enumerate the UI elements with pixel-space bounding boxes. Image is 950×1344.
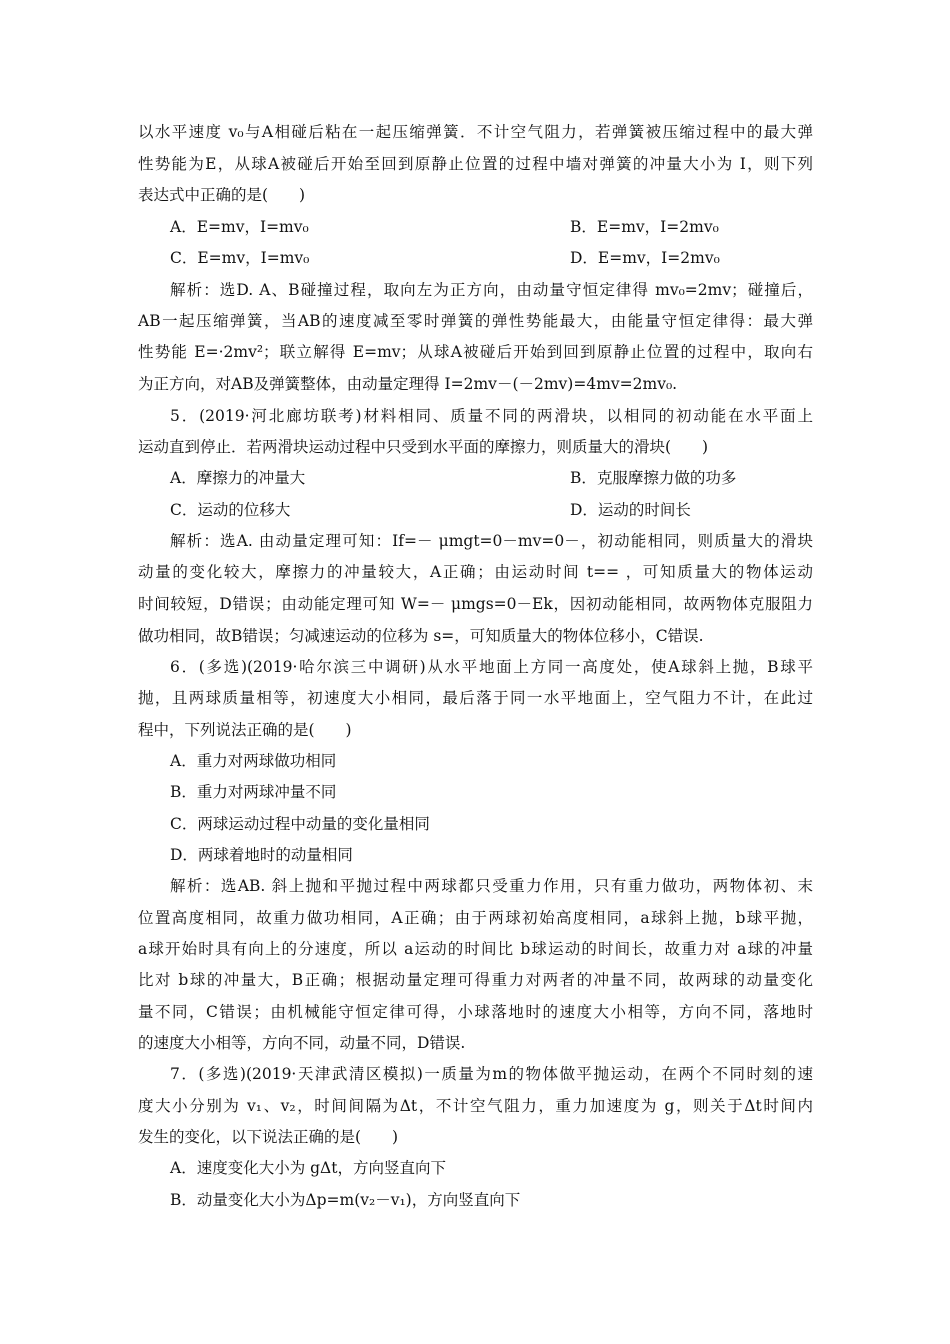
- q4-analysis-line-2: AB一起压缩弹簧，当AB的速度减至零时弹簧的弹性势能最大，由能量守恒定律得：最大弹: [138, 312, 813, 330]
- q5-analysis-line-2: 动量的变化较大，摩擦力的冲量较大，A正确；由运动时间 t== ，可知质量大的物体运动: [138, 563, 813, 581]
- q4-stem-line-1: 以水平速度 v₀与A相碰后粘在一起压缩弹簧．不计空气阻力，若弹簧被压缩过程中的最大弹: [138, 123, 813, 141]
- q5-analysis-line-4: 做功相同，故B错误；匀减速运动的位移为 s=，可知质量大的物体位移小，C错误.: [138, 627, 704, 645]
- q4-stem-line-3: 表达式中正确的是( ): [138, 186, 306, 204]
- q6-analysis-line-2: 位置高度相同，故重力做功相同，A正确；由于两球初始高度相同，a球斜上抛，b球平抛，: [138, 909, 813, 927]
- q6-option-d: D．两球着地时的动量相同: [170, 846, 353, 864]
- q6-analysis-line-4: 比对 b球的冲量大，B正确；根据动量定理可得重力对两者的冲量不同，故两球的动量变化: [138, 971, 813, 989]
- q4-analysis-line-4: 为正方向，对AB及弹簧整体，由动量定理得 I=2mv－(－2mv)=4mv=2mv₀.: [138, 375, 678, 393]
- q6-option-b: B．重力对两球冲量不同: [170, 783, 337, 801]
- q7-stem-line-1: 7．(多选)(2019·天津武清区模拟)一质量为m的物体做平抛运动，在两个不同时刻的速: [170, 1065, 813, 1083]
- q7-option-a: A．速度变化大小为 gΔt，方向竖直向下: [170, 1159, 446, 1177]
- q6-analysis-line-1: 解析：选AB. 斜上抛和平抛过程中两球都只受重力作用，只有重力做功，两物体初、末: [170, 877, 813, 895]
- q6-analysis-line-3: a球开始时具有向上的分速度，所以 a运动的时间比 b球运动的时间长，故重力对 a球的冲量: [138, 940, 813, 958]
- q4-stem-line-2: 性势能为E，从球A被碰后开始至回到原静止位置的过程中墙对弹簧的冲量大小为 I，则下列: [138, 155, 813, 173]
- q7-stem-line-3: 发生的变化，以下说法正确的是( ): [138, 1128, 399, 1146]
- q4-option-a: A．E=mv，I=mv₀: [170, 218, 309, 236]
- q6-stem-line-2: 抛，且两球质量相等，初速度大小相同，最后落于同一水平地面上，空气阻力不计，在此过: [138, 689, 813, 707]
- q6-analysis-line-6: 的速度大小相等，方向不同，动量不同，D错误.: [138, 1034, 466, 1052]
- q5-option-d: D．运动的时间长: [570, 501, 691, 519]
- q5-analysis-line-1: 解析：选A. 由动量定理可知：If=－ μmgt=0－mv=0－，初动能相同，则质量大的滑块: [170, 532, 813, 550]
- q4-analysis-line-1: 解析：选D. A、B碰撞过程，取向左为正方向，由动量守恒定律得 mv₀=2mv；碰撞后，: [170, 281, 813, 299]
- q6-option-a: A．重力对两球做功相同: [170, 752, 337, 770]
- q5-analysis-line-3: 时间较短，D错误；由动能定理可知 W=－ μmgs=0－Ek，因初动能相同，故两物体克服阻力: [138, 595, 813, 613]
- q4-option-c: C．E=mv，I=mv₀: [170, 249, 310, 267]
- q6-analysis-line-5: 量不同，C错误；由机械能守恒定律可得，小球落地时的速度大小相等，方向不同，落地时: [138, 1003, 813, 1021]
- q5-option-a: A．摩擦力的冲量大: [170, 469, 306, 487]
- q6-stem-line-1: 6．(多选)(2019·哈尔滨三中调研)从水平地面上方同一高度处，使A球斜上抛，B球平: [170, 658, 813, 676]
- q5-stem-line-1: 5．(2019·河北廊坊联考)材料相同、质量不同的两滑块，以相同的初动能在水平面上: [170, 407, 813, 425]
- q5-stem-line-2: 运动直到停止．若两滑块运动过程中只受到水平面的摩擦力，则质量大的滑块( ): [138, 438, 709, 456]
- q4-analysis-line-3: 性势能 E=·2mv²；联立解得 E=mv；从球A被碰后开始到回到原静止位置的过程中，取向右: [138, 343, 813, 361]
- q4-option-b: B．E=mv，I=2mv₀: [570, 218, 719, 236]
- q6-option-c: C．两球运动过程中动量的变化量相同: [170, 815, 430, 833]
- q5-option-b: B．克服摩擦力做的功多: [570, 469, 737, 487]
- q7-option-b: B．动量变化大小为Δp=m(v₂－v₁)，方向竖直向下: [170, 1191, 521, 1209]
- q4-option-d: D．E=mv，I=2mv₀: [570, 249, 720, 267]
- q6-stem-line-3: 程中，下列说法正确的是( ): [138, 721, 352, 739]
- q7-stem-line-2: 度大小分别为 v₁、v₂，时间间隔为Δt，不计空气阻力，重力加速度为 g，则关于Δt时间内: [138, 1097, 813, 1115]
- q5-option-c: C．运动的位移大: [170, 501, 291, 519]
